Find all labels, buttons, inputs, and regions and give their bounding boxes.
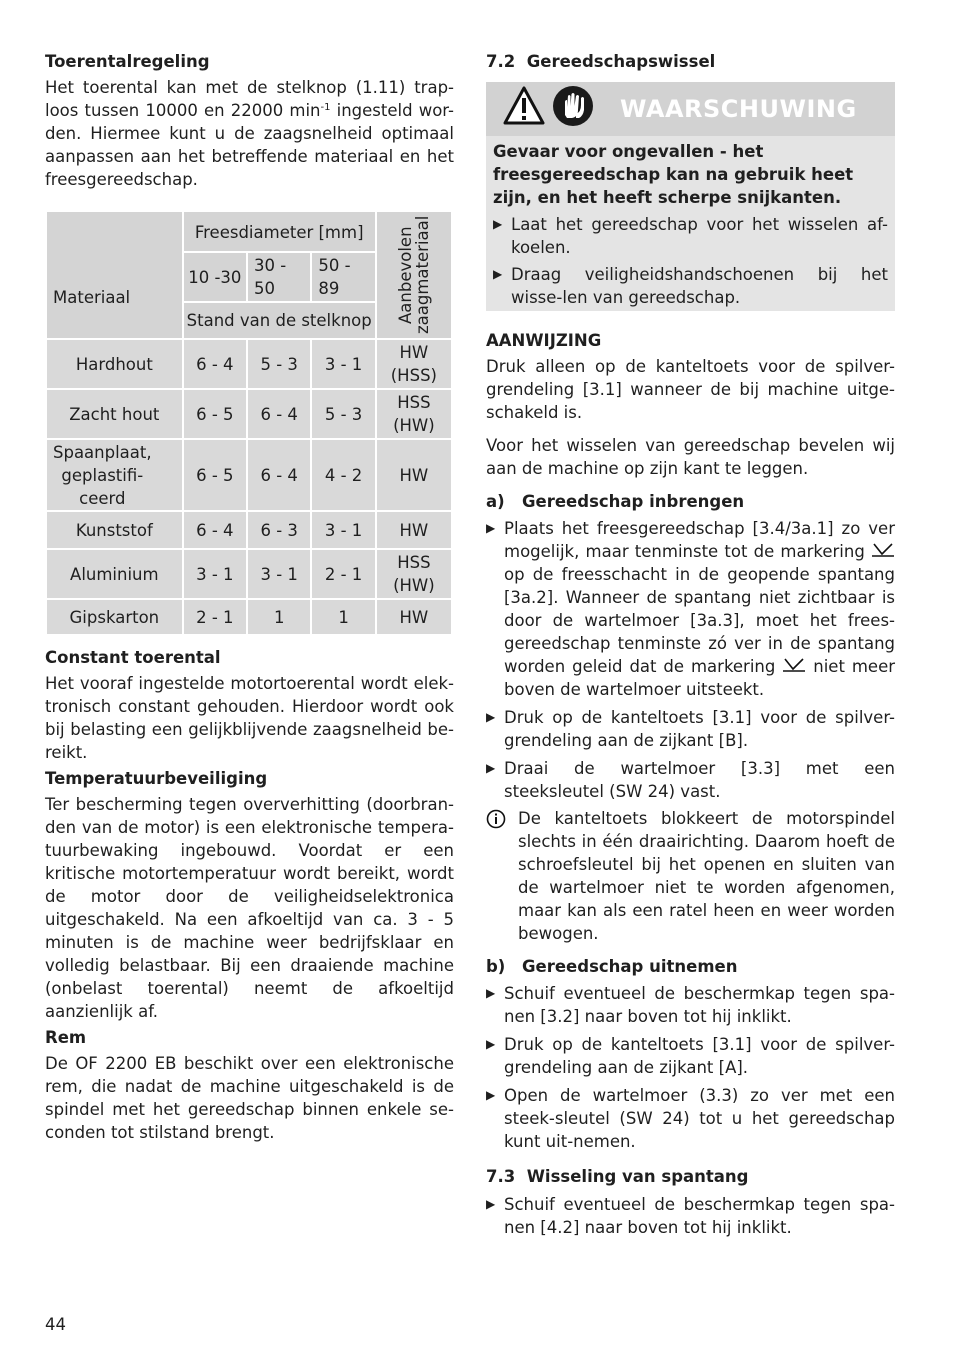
toerentalregeling-text bbox=[45, 76, 454, 191]
row-v2: 3 - 1 bbox=[247, 549, 311, 599]
row-blade: HSS (HW) bbox=[376, 389, 452, 439]
table-row bbox=[46, 439, 452, 511]
table-row bbox=[46, 599, 452, 635]
section-7-3-heading: 7.3 Wisseling van spantang bbox=[486, 1167, 749, 1186]
range-2: 30 - 50 bbox=[247, 252, 311, 303]
row-v3: 3 - 1 bbox=[311, 339, 375, 389]
info-note-text: De kanteltoets blokkeert de motorspindel slechts in één draairichting. Daarom hoeft de schroefsleutel bij het openen en sluiten van de wartelmoer niet te worden afgenomen, maar kan als een ratel heen en weer worden bewogen. bbox=[518, 809, 895, 943]
row-v1: 6 - 4 bbox=[183, 339, 247, 389]
aanwijzing-heading: AANWIJZING bbox=[486, 331, 602, 350]
recommended-rotated-label: Aanbevolen zaagmateriaal bbox=[395, 215, 432, 335]
list-item-text: Laat het gereedschap voor het wisselen af-koelen. bbox=[511, 215, 888, 257]
row-v1: 3 - 1 bbox=[183, 549, 247, 599]
list-item bbox=[486, 982, 895, 1028]
arrow-icon: ▶ bbox=[486, 1037, 496, 1051]
marking-icon bbox=[782, 657, 806, 676]
arrow-icon: ▶ bbox=[486, 986, 496, 1000]
warning-title: WAARSCHUWING bbox=[620, 94, 857, 123]
row-v3: 4 - 2 bbox=[311, 439, 375, 511]
list-item bbox=[493, 213, 888, 259]
list-item-text: Draai de wartelmoer [3.3] met een steeksleutel (SW 24) vast. bbox=[504, 759, 895, 801]
temperatuurbeveiliging-text: Ter bescherming tegen oververhitting (doorbran-den van de motor) is een elektronische tempera-tuurbewaking ingebouwd. Voordat er een kritische motortemperatuur wordt bereikt, wordt de motor door de veiligheidselektronica uitgeschakeld. Na een afkoeltijd van ca. 3 - 5 minuten is de machine weer bedrijfsklaar en volledig belastbaar. Bij een draaiende machine (onbelast toerental) neemt de afkoeltijd aanzienlijk af. bbox=[45, 795, 454, 1021]
list-item bbox=[486, 517, 895, 701]
toerental-superscript: -1 bbox=[320, 102, 331, 113]
row-v2: 6 - 3 bbox=[247, 511, 311, 549]
row-v1: 2 - 1 bbox=[183, 599, 247, 635]
list-item-text: Schuif eventueel de beschermkap tegen spa-nen [4.2] naar boven tot hij inklikt. bbox=[504, 1195, 895, 1237]
warning-body bbox=[486, 136, 895, 311]
subsection-b-letter: b) bbox=[486, 957, 506, 976]
table-header-setting: Stand van de stelknop bbox=[183, 302, 376, 339]
warning-box bbox=[486, 82, 895, 311]
table-row bbox=[46, 389, 452, 439]
row-v1: 6 - 4 bbox=[183, 511, 247, 549]
row-blade: HW (HSS) bbox=[376, 339, 452, 389]
left-column bbox=[45, 50, 454, 1144]
row-v3: 5 - 3 bbox=[311, 389, 375, 439]
marking-icon bbox=[871, 542, 895, 561]
subsection-b-title: Gereedschap uitnemen bbox=[522, 957, 738, 976]
row-v1: 6 - 5 bbox=[183, 439, 247, 511]
row-material: Aluminium bbox=[46, 549, 183, 599]
row-blade: HW bbox=[376, 599, 452, 635]
speed-table bbox=[45, 210, 453, 636]
toerental-text-b: ingesteld wor-den. Hiermee kunt u de zaagsnelheid optimaal aanpassen aan het betreffende materiaal en het freesgereedschap. bbox=[45, 101, 454, 189]
list-item-text: Druk op de kanteltoets [3.1] voor de spilver-grendeling aan de zijkant [A]. bbox=[504, 1035, 895, 1077]
list-item bbox=[493, 263, 888, 309]
page-number: 44 bbox=[45, 1315, 66, 1334]
arrow-icon: ▶ bbox=[486, 1088, 496, 1102]
aanwijzing-text-2: Voor het wisselen van gereedschap bevelen wij aan de machine op zijn kant te leggen. bbox=[486, 436, 895, 478]
a-bullet1-part-c: niet meer boven de wartelmoer uitsteekt. bbox=[504, 657, 895, 699]
arrow-icon: ▶ bbox=[493, 217, 503, 231]
arrow-icon: ▶ bbox=[493, 267, 503, 281]
row-v2: 6 - 4 bbox=[247, 389, 311, 439]
rem-text: De OF 2200 EB beschikt over een elektronische rem, die nadat de machine uitgeschakeld is de spindel met het gereedschap binnen enkele se-conden tot stilstand brengt. bbox=[45, 1054, 454, 1142]
range-3: 50 - 89 bbox=[311, 252, 375, 303]
right-column bbox=[486, 50, 895, 1239]
section-7-2-heading: 7.2 Gereedschapswissel bbox=[486, 52, 716, 71]
list-item bbox=[486, 1033, 895, 1079]
list-item-text: Open de wartelmoer (3.3) zo ver met een steek-sleutel (SW 24) tot u het gereedschap kunt uit-nemen. bbox=[504, 1086, 895, 1151]
table-header-diameter: Freesdiameter [mm] bbox=[183, 211, 376, 252]
aanwijzing-text: Druk alleen op de kanteltoets voor de spilver-grendeling [3.1] wanneer de bij machine uitge-schakeld is. bbox=[486, 357, 895, 422]
list-item bbox=[486, 1193, 895, 1239]
list-item bbox=[486, 1084, 895, 1153]
row-material: Hardhout bbox=[46, 339, 183, 389]
table-header-material: Materiaal bbox=[46, 211, 183, 339]
subsection-a-title: Gereedschap inbrengen bbox=[522, 492, 745, 511]
arrow-icon: ▶ bbox=[486, 710, 496, 724]
row-material: Spaanplaat, geplastifi-ceerd bbox=[46, 439, 183, 511]
row-v2: 6 - 4 bbox=[247, 439, 311, 511]
constant-toerental-text: Het vooraf ingestelde motortoerental wordt elek-tronisch constant gehouden. Hierdoor wordt ook bij belasting een gelijkblijvende zaagsnelheid be-reikt. bbox=[45, 674, 454, 762]
row-material: Gipskarton bbox=[46, 599, 183, 635]
a-bullet1-part-a: Plaats het freesgereedschap [3.4/3a.1] zo ver mogelijk, maar tenminste tot de markering bbox=[504, 519, 895, 561]
row-v3: 3 - 1 bbox=[311, 511, 375, 549]
row-v2: 5 - 3 bbox=[247, 339, 311, 389]
arrow-icon: ▶ bbox=[486, 1197, 496, 1211]
list-item-text: Schuif eventueel de beschermkap tegen spa-nen [3.2] naar boven tot hij inklikt. bbox=[504, 984, 895, 1026]
list-item bbox=[486, 757, 895, 803]
range-1: 10 -30 bbox=[183, 252, 247, 303]
subsection-a-letter: a) bbox=[486, 492, 505, 511]
row-blade: HSS (HW) bbox=[376, 549, 452, 599]
list-item-text: Draag veiligheidshandschoenen bij het wisse-len van gereedschap. bbox=[511, 265, 888, 307]
table-row bbox=[46, 339, 452, 389]
list-item-text bbox=[504, 517, 895, 701]
row-blade: HW bbox=[376, 439, 452, 511]
temperatuurbeveiliging-heading: Temperatuurbeveiliging bbox=[45, 769, 268, 788]
list-item bbox=[486, 706, 895, 752]
warning-triangle-icon bbox=[502, 85, 546, 133]
list-item-text: Druk op de kanteltoets [3.1] voor de spilver-grendeling aan de zijkant [B]. bbox=[504, 708, 895, 750]
arrow-icon: ▶ bbox=[486, 761, 496, 775]
toerental-text-a: Het toerental kan met de stelknop (1.11) trap-loos tussen 10000 en 22000 min bbox=[45, 78, 454, 120]
row-v3: 2 - 1 bbox=[311, 549, 375, 599]
table-row bbox=[46, 549, 452, 599]
info-note bbox=[486, 807, 895, 945]
row-v1: 6 - 5 bbox=[183, 389, 247, 439]
warning-header bbox=[486, 82, 895, 136]
toerentalregeling-heading: Toerentalregeling bbox=[45, 52, 210, 71]
row-material: Kunststof bbox=[46, 511, 183, 549]
row-v2: 1 bbox=[247, 599, 311, 635]
a-bullet1-part-b: op de freesschacht in de geopende spantang [3a.2]. Wanneer de spantang niet zichtbaar is door de wartelmoer [3a.3], moet het frees-gereedschap tenminste zó ver in de spantang worden geleid dat de markering bbox=[504, 565, 895, 676]
subsection-a-heading bbox=[486, 490, 895, 513]
row-blade: HW bbox=[376, 511, 452, 549]
table-header-recommended bbox=[376, 211, 452, 339]
constant-toerental-heading: Constant toerental bbox=[45, 648, 221, 667]
row-material: Zacht hout bbox=[46, 389, 183, 439]
info-icon bbox=[486, 807, 518, 945]
subsection-b-heading bbox=[486, 955, 895, 978]
table-row bbox=[46, 511, 452, 549]
row-v3: 1 bbox=[311, 599, 375, 635]
rem-heading: Rem bbox=[45, 1028, 87, 1047]
gloves-icon bbox=[552, 85, 594, 133]
arrow-icon: ▶ bbox=[486, 521, 496, 535]
warning-lead: Gevaar voor ongevallen - het freesgereedschap kan na gebruik heet zijn, en het heeft scherpe snijkanten. bbox=[493, 142, 854, 207]
